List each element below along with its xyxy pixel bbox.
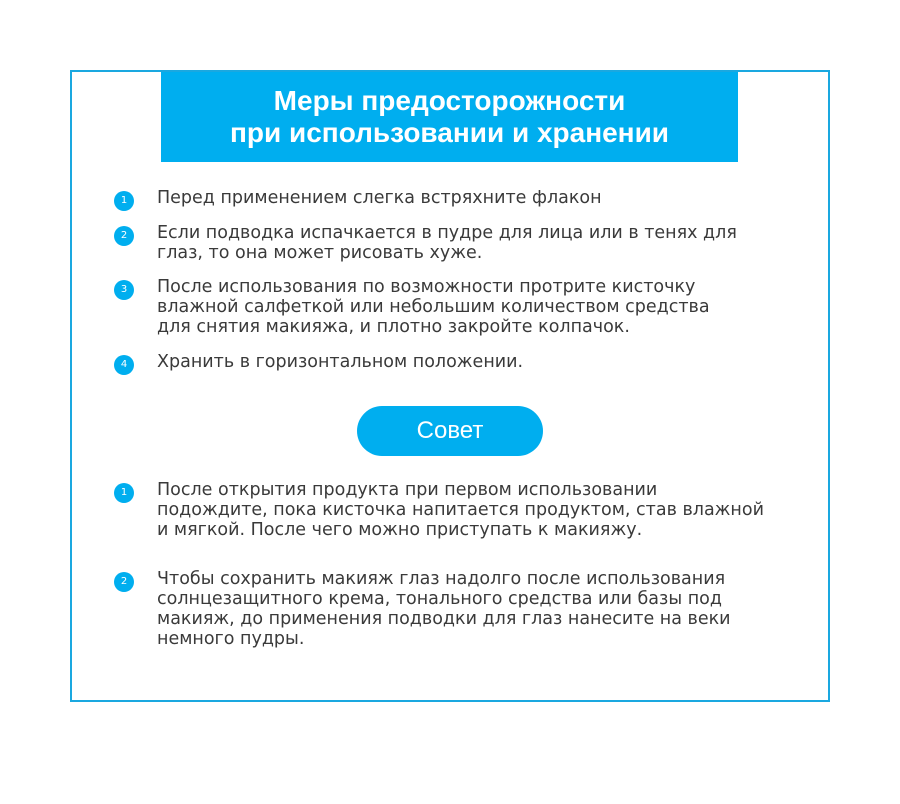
number-badge: 2 <box>114 226 134 246</box>
number-badge: 2 <box>114 572 134 592</box>
precaution-text: Хранить в горизонтальном положении. <box>157 352 524 372</box>
page-title-line-2: при использовании и хранении <box>229 117 670 148</box>
number-badge: 1 <box>114 191 134 211</box>
precaution-text: Перед применением слегка встряхните флакон <box>157 188 602 208</box>
precaution-text: После использования по возможности протрите кисточку влажной салфеткой или небольшим количеством средства для снятия макияжа, и плотно закройте колпачок. <box>157 277 710 337</box>
page-title-line-1: Меры предосторожности <box>273 85 626 116</box>
number-badge: 1 <box>114 483 134 503</box>
tip-text: Чтобы сохранить макияж глаз надолго после использования солнцезащитного крема, тонального средства или базы под макияж, до применения подводки для глаз нанесите на веки немного пудры. <box>157 569 731 649</box>
tip-text: После открытия продукта при первом использовании подождите, пока кисточка напитается продуктом, став влажной и мягкой. После чего можно приступать к макияжу. <box>157 480 764 540</box>
precaution-text: Если подводка испачкается в пудре для лица или в тенях для глаз, то она может рисовать хуже. <box>157 223 737 263</box>
number-badge: 3 <box>114 280 134 300</box>
tip-heading: Совет <box>357 406 543 456</box>
header-banner <box>161 72 738 162</box>
number-badge: 4 <box>114 355 134 375</box>
